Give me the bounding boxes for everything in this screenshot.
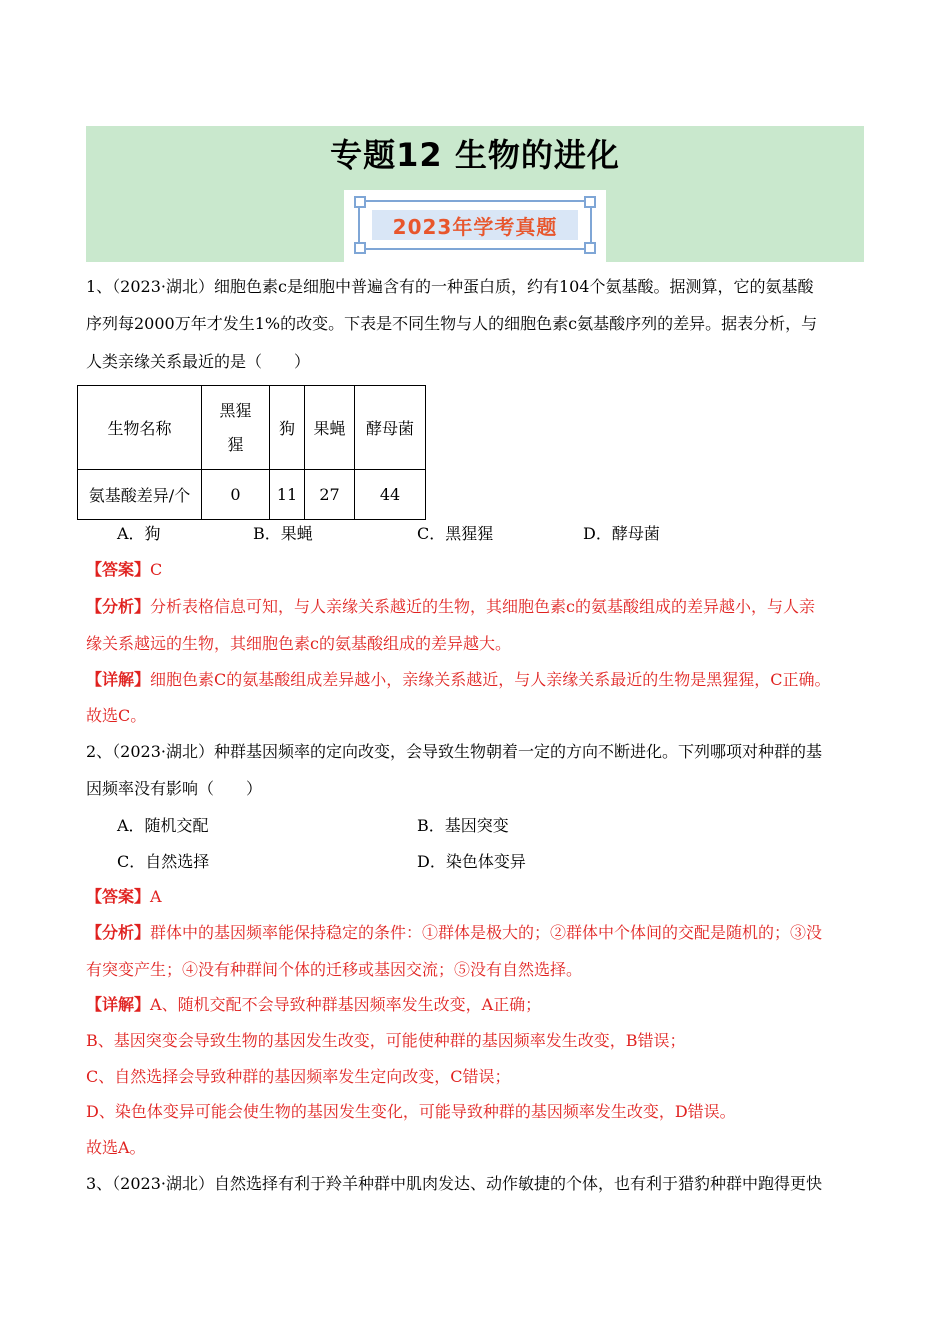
- corner-decoration: [584, 196, 596, 208]
- q1-conclusion: 故选C。: [86, 706, 147, 725]
- q1-option-c: C．黑猩猩: [417, 524, 494, 543]
- q2-option-c: C．自然选择: [117, 852, 210, 871]
- table-header-text: 猩: [227, 434, 244, 454]
- q2-detail-line4: D、染色体变异可能会使生物的基因发生变化，可能导致种群的基因频率发生改变，D错误。: [86, 1102, 736, 1121]
- detail-tag: 【详解】: [86, 670, 151, 689]
- table-cell: 0: [202, 470, 270, 520]
- q2-option-b: B．基因突变: [417, 816, 509, 835]
- table-row: [78, 470, 426, 520]
- q3-stem-line1: 3、（2023·湖北）自然选择有利于羚羊种群中肌肉发达、动作敏捷的个体，也有利于猎豹种群中跑得更快: [86, 1174, 822, 1193]
- q2-option-a: A．随机交配: [117, 816, 209, 835]
- analysis-tag: 【分析】: [86, 923, 151, 942]
- badge: [358, 200, 592, 250]
- answer-value: C: [150, 560, 163, 579]
- corner-decoration: [584, 242, 596, 254]
- q2-detail-line1: [86, 995, 541, 1015]
- table-header-row: [78, 386, 426, 470]
- corner-decoration: [354, 196, 366, 208]
- table-header-cell: 酵母菌: [355, 386, 426, 470]
- q2-analysis-line2: 有突变产生；④没有种群间个体的迁移或基因交流；⑤没有自然选择。: [86, 960, 583, 979]
- q1-analysis-line1: [86, 597, 815, 617]
- answer-value: A: [150, 887, 162, 906]
- q2-analysis-line1: [86, 923, 822, 943]
- detail-text: A、随机交配不会导致种群基因频率发生改变，A正确；: [150, 995, 542, 1014]
- q2-option-d: D．染色体变异: [417, 852, 526, 871]
- q1-stem-line3: 人类亲缘关系最近的是（ ）: [86, 352, 311, 371]
- table-header-cell: 狗: [270, 386, 305, 470]
- amino-acid-table: [77, 385, 426, 520]
- q1-answer: [86, 560, 162, 580]
- q2-detail-line3: C、自然选择会导致种群的基因频率发生定向改变，C错误；: [86, 1067, 511, 1086]
- answer-tag: 【答案】: [86, 560, 151, 579]
- q1-option-a: A．狗: [117, 524, 161, 543]
- table-header-cell: [202, 386, 270, 470]
- q2-detail-line2: B、基因突变会导致生物的基因发生改变，可能使种群的基因频率发生改变，B错误；: [86, 1031, 686, 1050]
- q2-stem-line1: 2、（2023·湖北）种群基因频率的定向改变，会导致生物朝着一定的方向不断进化。下列哪项对种群的基: [86, 742, 822, 761]
- header-banner: [86, 126, 864, 262]
- badge-frame: [344, 190, 606, 262]
- badge-label: 2023年学考真题: [392, 214, 558, 239]
- table-row-label: 氨基酸差异/个: [78, 470, 202, 520]
- q1-stem-line1: 1、（2023·湖北）细胞色素c是细胞中普遍含有的一种蛋白质，约有104个氨基酸。据测算，它的氨基酸: [86, 277, 814, 296]
- q2-answer: [86, 887, 162, 907]
- detail-text: 细胞色素C的氨基酸组成差异越小，亲缘关系越近，与人亲缘关系最近的生物是黑猩猩，C正确。: [150, 670, 831, 689]
- q1-detail-line1: [86, 670, 831, 690]
- table-header-cell: 生物名称: [78, 386, 202, 470]
- table-cell: 44: [355, 470, 426, 520]
- page-title: 专题12 生物的进化: [330, 136, 620, 174]
- badge-inner: [372, 210, 578, 240]
- corner-decoration: [354, 242, 366, 254]
- q2-stem-line2: 因频率没有影响（ ）: [86, 779, 263, 798]
- q1-option-d: D．酵母菌: [583, 524, 660, 543]
- analysis-text: 群体中的基因频率能保持稳定的条件：①群体是极大的；②群体中个体间的交配是随机的；③没: [150, 923, 823, 942]
- q1-option-b: B．果蝇: [253, 524, 313, 543]
- q2-conclusion: 故选A。: [86, 1138, 146, 1157]
- table-cell: 27: [305, 470, 355, 520]
- table-header-cell: 果蝇: [305, 386, 355, 470]
- table-cell: 11: [270, 470, 305, 520]
- table-header-text: 黑猩: [219, 400, 252, 420]
- analysis-tag: 【分析】: [86, 597, 151, 616]
- detail-tag: 【详解】: [86, 995, 151, 1014]
- q1-analysis-line2: 缘关系越远的生物，其细胞色素c的氨基酸组成的差异越大。: [86, 634, 511, 653]
- answer-tag: 【答案】: [86, 887, 151, 906]
- analysis-text: 分析表格信息可知，与人亲缘关系越近的生物，其细胞色素c的氨基酸组成的差异越小，与人亲: [150, 597, 815, 616]
- q1-stem-line2: 序列每2000万年才发生1%的改变。下表是不同生物与人的细胞色素c氨基酸序列的差异。据表分析，与: [86, 314, 818, 333]
